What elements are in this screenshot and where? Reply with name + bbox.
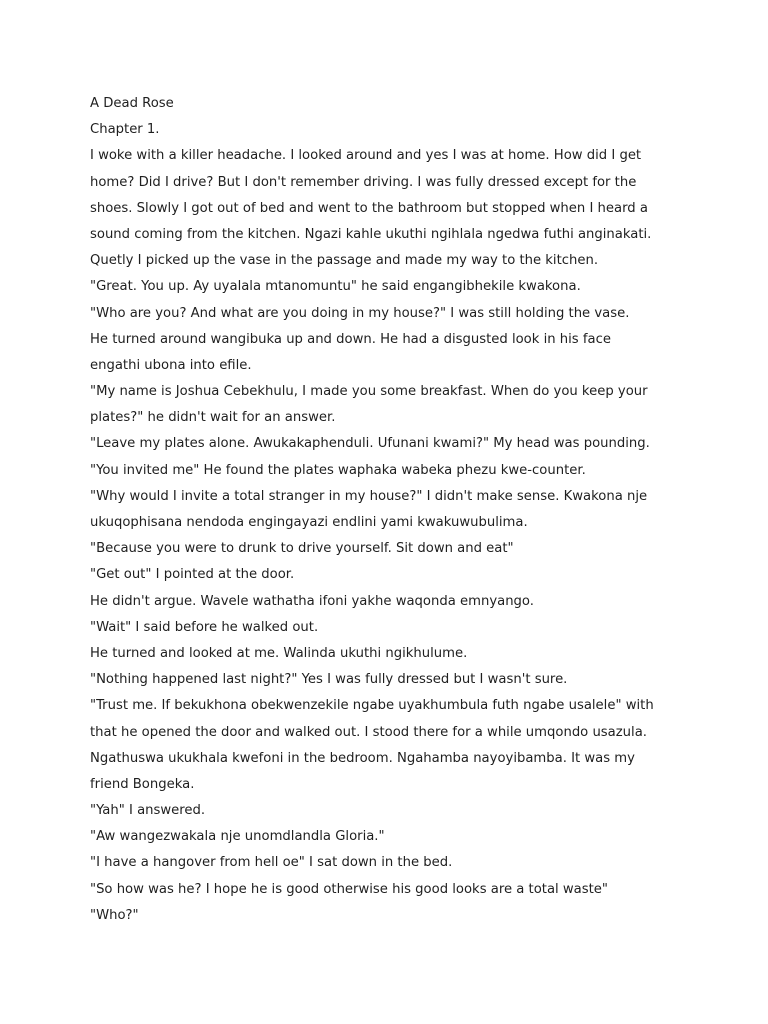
text-line: friend Bongeka. xyxy=(90,776,195,792)
text-line: plates?" he didn't wait for an answer. xyxy=(90,410,336,426)
text-line: "Who are you? And what are you doing in my house?" I was still holding the vase. xyxy=(90,305,630,321)
text-line: shoes. Slowly I got out of bed and went to the bathroom but stopped when I heard a xyxy=(90,200,648,216)
text-line: "Trust me. If bekukhona obekwenzekile ngabe uyakhumbula futh ngabe usalele" with xyxy=(90,698,654,714)
text-line: "So how was he? I hope he is good otherwise his good looks are a total waste" xyxy=(90,881,608,897)
text-line: "Aw wangezwakala nje unomdlandla Gloria." xyxy=(90,829,385,845)
text-line: I woke with a killer headache. I looked around and yes I was at home. How did I get xyxy=(90,148,642,164)
text-line: Ngathuswa ukukhala kwefoni in the bedroom. Ngahamba nayoyibamba. It was my xyxy=(90,750,635,766)
text-line: "Why would I invite a total stranger in my house?" I didn't make sense. Kwakona nje xyxy=(90,488,648,504)
document-body xyxy=(90,91,690,929)
text-line: "My name is Joshua Cebekhulu, I made you some breakfast. When do you keep your xyxy=(90,384,648,400)
text-line: "Because you were to drunk to drive yourself. Sit down and eat" xyxy=(90,541,514,557)
text-line: "Yah" I answered. xyxy=(90,803,206,819)
text-line: home? Did I drive? But I don't remember driving. I was fully dressed except for the xyxy=(90,174,637,190)
text-line: that he opened the door and walked out. I stood there for a while umqondo usazula. xyxy=(90,724,647,740)
document-title: A Dead Rose xyxy=(90,96,174,111)
chapter-heading: Chapter 1. xyxy=(90,122,160,138)
text-line: ukuqophisana nendoda engingayazi endlini yami kwakuwubulima. xyxy=(90,515,528,530)
text-line: He turned and looked at me. Walinda ukuthi ngikhulume. xyxy=(90,645,468,661)
text-line: "Nothing happened last night?" Yes I was fully dressed but I wasn't sure. xyxy=(90,672,568,688)
text-line: He turned around wangibuka up and down. He had a disgusted look in his face xyxy=(90,331,611,347)
text-line: "Who?" xyxy=(90,907,139,923)
text-line: "Great. You up. Ay uyalala mtanomuntu" he said engangibhekile kwakona. xyxy=(90,279,581,295)
text-line: engathi ubona into efile. xyxy=(90,357,252,373)
text-line: He didn't argue. Wavele wathatha ifoni yakhe waqonda emnyango. xyxy=(90,593,534,609)
text-line: "You invited me" He found the plates waphaka wabeka phezu kwe-counter. xyxy=(90,462,586,478)
text-line: Quetly I picked up the vase in the passage and made my way to the kitchen. xyxy=(90,253,599,269)
text-line: sound coming from the kitchen. Ngazi kahle ukuthi ngihlala ngedwa futhi anginakati. xyxy=(90,226,652,242)
text-line: "Wait" I said before he walked out. xyxy=(90,619,319,635)
text-line: "Leave my plates alone. Awukakaphenduli. Ufunani kwami?" My head was pounding. xyxy=(90,436,650,452)
text-line: "I have a hangover from hell oe" I sat down in the bed. xyxy=(90,855,453,871)
text-line: "Get out" I pointed at the door. xyxy=(90,567,295,583)
